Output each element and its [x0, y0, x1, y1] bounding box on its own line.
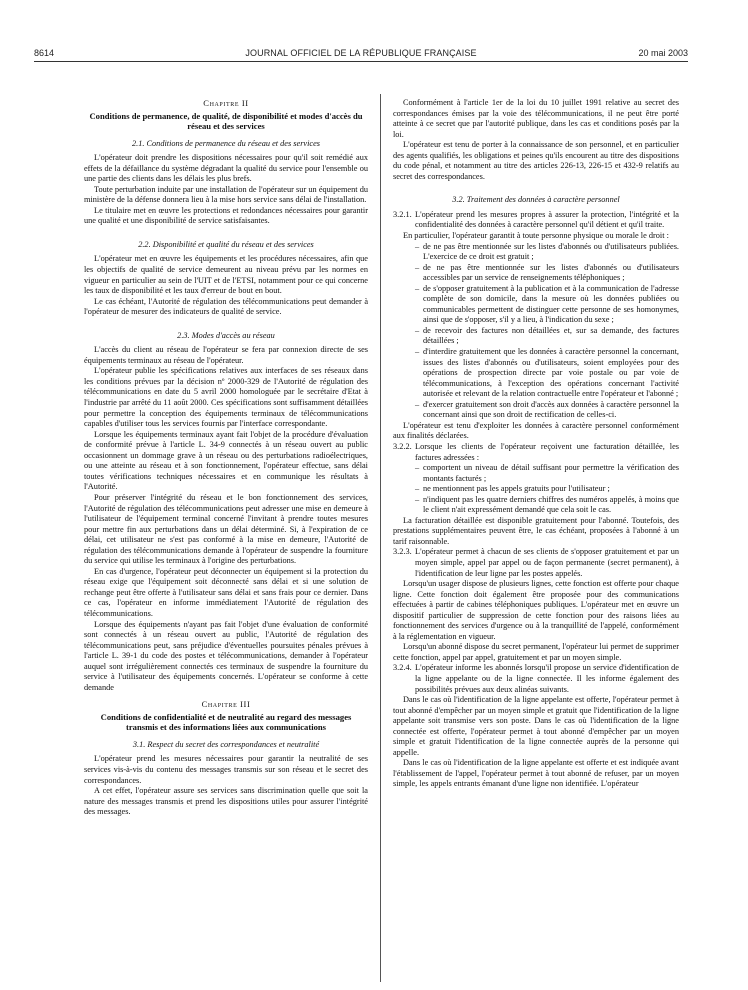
list-item: – de recevoir des factures non détaillées et, sur sa demande, des factures détaillées ; — [415, 325, 679, 346]
list-item: – d'interdire gratuitement que les données à caractère personnel la concernant, issues des listes d'abonnés ou d'utilisateurs, soient employées pour des opérations de prospection directe par voie postale ou par voie de télécommunications, à l'exception des opérations concernant l'activité autorisée et relevant de la relation contractuelle entre l'opérateur et l'abonné ; — [415, 347, 679, 399]
paragraph: Dans le cas où l'identification de la ligne appelante est offerte, l'opérateur permet à tout abonné d'empêcher par un moyen simple et gratuit que l'identification de la ligne appelante soit transmise vers son poste. Dans le cas où l'identification de la ligne connectée est offerte, l'opérateur permet à tout abonné d'empêcher par un moyen simple et gratuit l'identification de la ligne connectée auprès de la personne qui appelle. — [393, 695, 679, 757]
paragraph: L'opérateur prend les mesures nécessaires pour garantir la neutralité de ses services vis-à-vis du contenu des messages transmis sur son réseau et le secret des correspondances. — [84, 754, 368, 785]
list-item: – comportent un niveau de détail suffisant pour permettre la vérification des montants facturés ; — [415, 463, 679, 483]
paragraph: A cet effet, l'opérateur assure ses services sans discrimination quelle que soit la nature des messages transmis et prend les dispositions utiles pour assurer l'intégrité des messages. — [84, 786, 368, 817]
paragraph-number: 3.2.1. — [393, 209, 412, 219]
list-item: – de s'opposer gratuitement à la publication et à la communication de l'adresse complète de son domicile, dans la mesure où les données publiées ou communicables permettent de distinguer cette personne de ses homonymes, ainsi que de s'opposer, s'il y a lieu, à l'indication du sexe ; — [415, 283, 679, 325]
paragraph: Lorsqu'un abonné dispose du secret permanent, l'opérateur lui permet de supprimer cette fonction, appel par appel, gratuitement et par un moyen simple. — [393, 642, 680, 662]
numbered-paragraph — [393, 210, 679, 231]
paragraph: Pour préserver l'intégrité du réseau et le bon fonctionnement des services, l'Autorité de régulation des télécommunications peut adresser une mise en demeure à l'utilisateur de l'équipement terminal concerné l'invitant à prendre toutes mesures pour mettre fin aux perturbations dans un délai déterminé. Si, à l'expiration de ce délai, cet utilisateur ne s'est pas conformé à la mise en demeure, l'Autorité de régulation des télécommunications demande à l'opérateur de suspendre la fourniture du service qui utilise les terminaux à l'origine des perturbations. — [84, 492, 368, 566]
paragraph: L'opérateur prend les mesures propres à assurer la protection, l'intégrité et la confidentialité des données à caractère personnel qu'il détient et qu'il traite. — [415, 209, 679, 230]
column-divider — [380, 94, 381, 982]
chapter-title: Conditions de permanence, de qualité, de disponibilité et modes d'accès du réseau et des services — [89, 110, 363, 132]
paragraph: Lorsque les équipements terminaux ayant fait l'objet de la procédure d'évaluation de conformité prévue à l'article L. 34-9 connectés à un réseau ouvert au public occasionnent un dommage grave à un réseau ou des perturbations radioélectriques, ou une atteinte au réseau et à son fonctionnement, l'opérateur effectue, sans délai toutes vérifications techniques nécessaires et en communique les résultats à l'Autorité. — [84, 429, 368, 492]
paragraph: Le cas échéant, l'Autorité de régulation des télécommunications peut demander à l'opérateur de mesurer des indicateurs de qualité de service. — [84, 296, 368, 317]
invoice-list — [393, 463, 679, 516]
section-title: 2.2. Disponibilité et qualité du réseau et des services — [138, 239, 314, 249]
paragraph-number: 3.2.2. — [393, 441, 412, 451]
paragraph-number: 3.2.3. — [393, 547, 412, 557]
rights-list — [393, 242, 679, 421]
issue-date: 20 mai 2003 — [638, 48, 688, 58]
list-item: – de ne pas être mentionnée sur les listes d'abonnés ou d'utilisateurs publiées. L'exercice de ce droit est gratuit ; — [415, 241, 679, 262]
page-header — [34, 48, 688, 62]
journal-title: JOURNAL OFFICIEL DE LA RÉPUBLIQUE FRANÇAISE — [245, 48, 477, 58]
paragraph: L'opérateur permet à chacun de ses clients de s'opposer gratuitement et par un moyen simple, appel par appel ou de façon permanente (secret permanent), à l'identification de leur ligne par les postes appelés. — [415, 547, 679, 578]
paragraph: Lorsqu'un usager dispose de plusieurs lignes, cette fonction est offerte pour chaque ligne. Cette fonction doit également être proposée pour des communications effectuées à partir de cabines téléphoniques publiques. L'opérateur met en œuvre un dispositif particulier de suppression de cette fonction pour des raisons liées au fonctionnement des services d'urgence ou à la tranquillité de l'appelé, conformément à la réglementation en vigueur. — [393, 579, 679, 641]
paragraph: L'opérateur met en œuvre les équipements et les procédures nécessaires, afin que les objectifs de qualité de service demeurent au niveau prévu par les normes en vigueur en particulier au sein de l'UIT et de l'ETSI, notamment pour ce qui concerne les taux de disponibilité et les taux d'erreur de bout en bout. — [84, 254, 368, 296]
paragraph: Lorsque les clients de l'opérateur reçoivent une facturation détaillée, les factures adressées : — [415, 441, 679, 462]
page-number: 8614 — [34, 48, 55, 58]
paragraph: L'opérateur informe les abonnés lorsqu'il propose un service d'identification de la ligne appelante ou de la ligne connectée. Il les informe également des possibilités prévues aux deux alinéas suivants. — [415, 663, 679, 694]
paragraph: Lorsque des équipements n'ayant pas fait l'objet d'une évaluation de conformité sont connectés à un réseau ouvert au public, l'Autorité de régulation des télécommunications peut, sans préjudice d'éventuelles poursuites pénales prévues à l'article L. 39-1 du code des postes et télécommunications, demander à l'opérateur auquel sont irrégulièrement connectés ces terminaux de suspendre la fourniture du service à l'utilisateur des équipements concernés. L'opérateur se conforme à cette demande — [84, 619, 368, 692]
section-title: 2.3. Modes d'accès au réseau — [177, 330, 275, 340]
paragraph: L'accès du client au réseau de l'opérateur se fera par connexion directe de ses équipements terminaux au réseau de l'opérateur. — [84, 345, 368, 365]
right-column — [393, 98, 679, 790]
numbered-paragraph — [393, 547, 679, 579]
numbered-paragraph — [393, 442, 679, 463]
section-title: 2.1. Conditions de permanence du réseau et des services — [131, 138, 321, 148]
paragraph-number: 3.2.4. — [393, 663, 412, 673]
header-rule — [34, 61, 688, 62]
section-title: 3.2. Traitement des données à caractère personnel — [452, 195, 620, 205]
paragraph: Dans le cas où l'identification de la ligne appelante est offerte et est indiquée avant l'établissement de l'appel, l'opérateur permet à tout abonné de refuser, par un moyen simple, les appels entrants émanant d'une ligne non identifiée. L'opérateur — [393, 758, 679, 789]
paragraph: L'opérateur est tenu de porter à la connaissance de son personnel, et en particulier des agents qualifiés, les obligations et peines qu'ils encourent au titre des dispositions du code pénal, et notamment au titre des articles 226-13, 226-15 et 432-9 relatifs au secret des correspondances. — [393, 140, 679, 181]
paragraph: L'opérateur doit prendre les dispositions nécessaires pour qu'il soit remédié aux effets de la défaillance du système dégradant la qualité du service pour l'ensemble ou une partie des clients dans les délais les plus brefs. — [84, 153, 368, 184]
chapter-title: Conditions de confidentialité et de neutralité au regard des messages transmis et des informations liées aux communications — [100, 711, 352, 733]
paragraph: Toute perturbation induite par une installation de l'opérateur sur un équipement du ministère de la défense donnera lieu à la mise hors service sans délai de l'installation. — [84, 184, 368, 205]
numbered-paragraph — [393, 663, 679, 695]
list-item: – ne mentionnent pas les appels gratuits pour l'utilisateur ; — [415, 484, 610, 494]
paragraph: L'opérateur est tenu d'exploiter les données à caractère personnel conformément aux finalités déclarées. — [393, 420, 679, 441]
paragraph: La facturation détaillée est disponible gratuitement pour l'abonné. Toutefois, des prestations supplémentaires peuvent être, le cas échéant, proposées à l'abonné à un tarif raisonnable. — [393, 515, 679, 546]
list-item: – de ne pas être mentionnée sur les listes d'abonnés ou d'utilisateurs accessibles par un service de renseignements téléphoniques ; — [415, 262, 679, 283]
paragraph: L'opérateur publie les spécifications relatives aux interfaces de ses réseaux dans les conditions prévues par la décision nº 2000-329 de l'Autorité de régulation des télécommunications en date du 5 avril 2000 homologuée par le secrétaire d'Etat à l'industrie par arrêté du 11 août 2000. Ces spécifications sont suffisamment détaillées pour permettre la conception des équipements terminaux de télécommunications capables d'utiliser tous les services fournis par l'interface correspondante. — [84, 366, 368, 429]
section-title: 3.1. Respect du secret des correspondances et neutralité — [132, 739, 320, 749]
paragraph: En cas d'urgence, l'opérateur peut déconnecter un équipement si la protection du réseau exige que l'équipement soit déconnecté sans délai et si une solution de rechange peut être offerte à l'utilisateur sans délai et sans frais pour ce dernier. Dans ce cas, l'opérateur en informe immédiatement l'Autorité de régulation des télécommunications. — [84, 566, 368, 618]
chapter-heading: Chapitre III — [201, 699, 251, 710]
chapter-heading: Chapitre II — [203, 98, 249, 108]
left-column — [84, 98, 368, 818]
list-item: – n'indiquent pas les quatre derniers chiffres des numéros appelés, à moins que le client n'ait expressément demandé que cela soit le cas. — [415, 494, 679, 515]
list-item: – d'exercer gratuitement son droit d'accès aux données à caractère personnel la concernant ainsi que son droit de rectification de celles-ci. — [415, 399, 679, 420]
paragraph: Le titulaire met en œuvre les protections et redondances nécessaires pour garantir une qualité et une disponibilité de service satisfaisantes. — [84, 205, 368, 226]
paragraph: Conformément à l'article 1er de la loi du 10 juillet 1991 relative au secret des correspondances émises par la voie des télécommunications, il ne peut être porté atteinte à ce secret que par l'autorité publique, dans les cas et conditions posés par la loi. — [393, 98, 679, 139]
paragraph: En particulier, l'opérateur garantit à toute personne physique ou morale le droit : — [403, 231, 669, 241]
